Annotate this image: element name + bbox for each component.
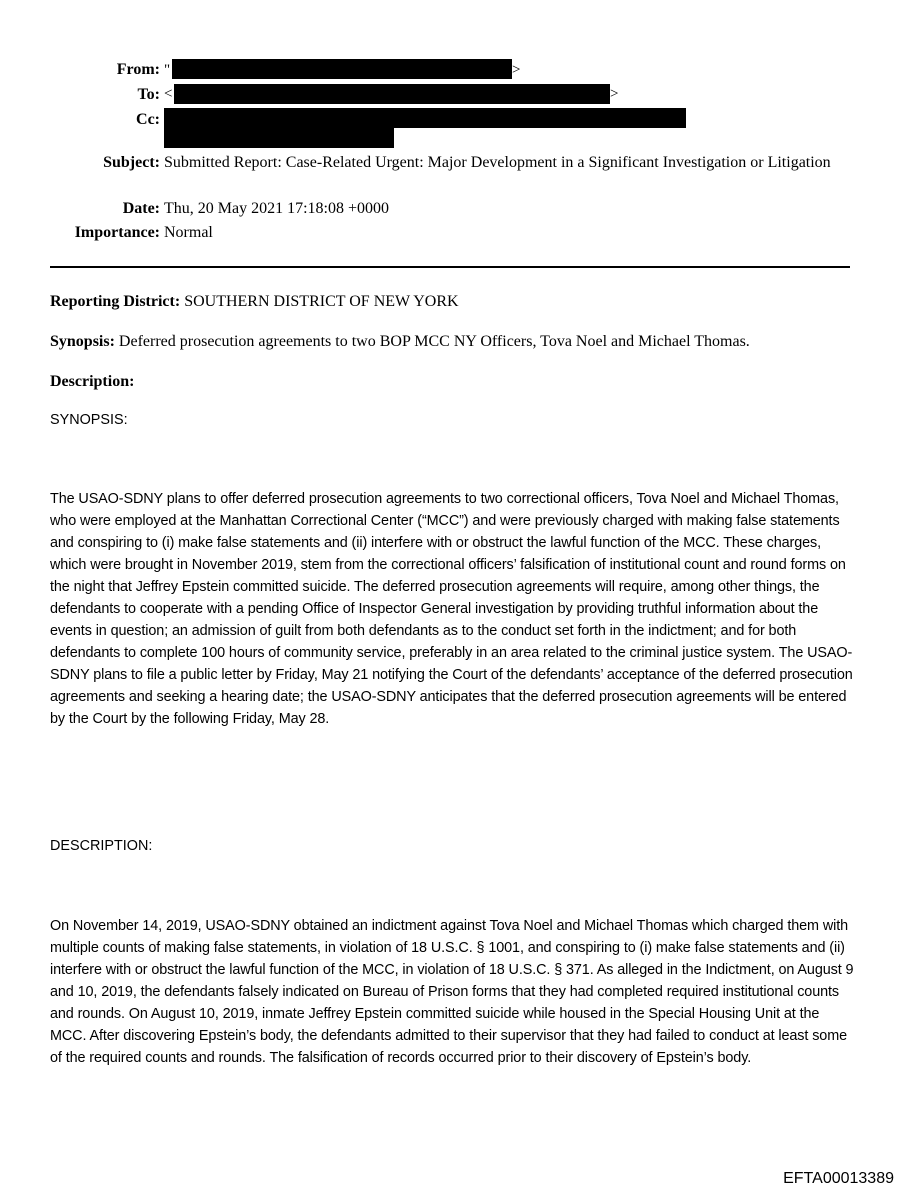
from-quote: " — [164, 62, 171, 78]
synopsis-paragraph: The USAO-SDNY plans to offer deferred prosecution agreements to two correctional officers, Tova Noel and Michael Thomas, who were employed at the Manhattan Correctional Center (“MCC”) and were previously charged with making false statements and conspiring to (i) make false statements and (ii) interfere with or obstruct the lawful function of the MCC. These charges, which were brought in November 2019, stem from the correctional officers’ falsification of institutional count and round forms on the night that Jeffrey Epstein committed suicide. The deferred prosecution agreements will require, among other things, the defendants to cooperate with a pending Office of Inspector General investigation by providing truthful information about the events in question; an admission of guilt from both defendants as to the conduct set forth in the indictment; and for both defendants to complete 100 hours of community service, preferably in an area related to the criminal justice system. The USAO-SDNY plans to file a public letter by Friday, May 21 notifying the Court of the defendants’ acceptance of the deferred prosecution agreements and seeking a hearing date; the USAO-SDNY anticipates that the deferred prosecution agreements will be entered by the Court by the following Friday, May 28. — [50, 491, 853, 727]
reporting-district-label: Reporting District: — [50, 293, 181, 310]
cc-redaction-line2 — [164, 128, 394, 148]
from-redaction — [172, 59, 512, 79]
description-field — [50, 371, 134, 393]
date-value: Thu, 20 May 2021 17:18:08 +0000 — [164, 200, 390, 217]
subject-value: Submitted Report: Case-Related Urgent: Major Development in a Significant Investigation or Litigation — [164, 154, 831, 171]
to-bracket-close: > — [610, 86, 619, 102]
to-redaction — [174, 84, 610, 104]
description-paragraph: On November 14, 2019, USAO-SDNY obtained an indictment against Tova Noel and Michael Thomas which charged them with multiple counts of making false statements, in violation of 18 U.S.C. § 1001, and conspiring to (i) make false statements and (ii) interfere with or obstruct the lawful function of the MCC, in violation of 18 U.S.C. § 371. As alleged in the Indictment, on August 9 and 10, 2019, the defendants falsely indicated on Bureau of Prison forms that they had completed required institutional counts and rounds. On August 10, 2019, inmate Jeffrey Epstein committed suicide while housed in the Special Housing Unit at the MCC. After discovering Epstein’s body, the defendants admitted to their supervisor that they had failed to conduct at least some of the required counts and rounds. The falsification of records occurred prior to their discovery of Epstein’s body. — [50, 918, 854, 1066]
cc-redaction-line1 — [164, 108, 686, 128]
synopsis-label: Synopsis: — [50, 333, 115, 350]
to-bracket-open: < — [164, 86, 173, 102]
cc-label: Cc: — [136, 111, 160, 128]
description-heading: DESCRIPTION: — [50, 838, 153, 854]
synopsis-field — [50, 331, 750, 353]
to-label: To: — [137, 86, 160, 103]
reporting-district-value: SOUTHERN DISTRICT OF NEW YORK — [184, 293, 459, 310]
document-id: EFTA00013389 — [783, 1170, 894, 1187]
description-label: Description: — [50, 373, 135, 390]
date-label: Date: — [122, 200, 160, 217]
importance-value: Normal — [164, 224, 213, 241]
from-label: From: — [116, 61, 160, 78]
reporting-district — [50, 291, 459, 313]
from-bracket: > — [512, 62, 521, 78]
synopsis-value: Deferred prosecution agreements to two BOP MCC NY Officers, Tova Noel and Michael Thomas. — [118, 333, 750, 350]
header-divider — [50, 266, 850, 268]
importance-label: Importance: — [74, 224, 160, 241]
synopsis-heading: SYNOPSIS: — [50, 412, 128, 428]
subject-label: Subject: — [103, 154, 160, 171]
